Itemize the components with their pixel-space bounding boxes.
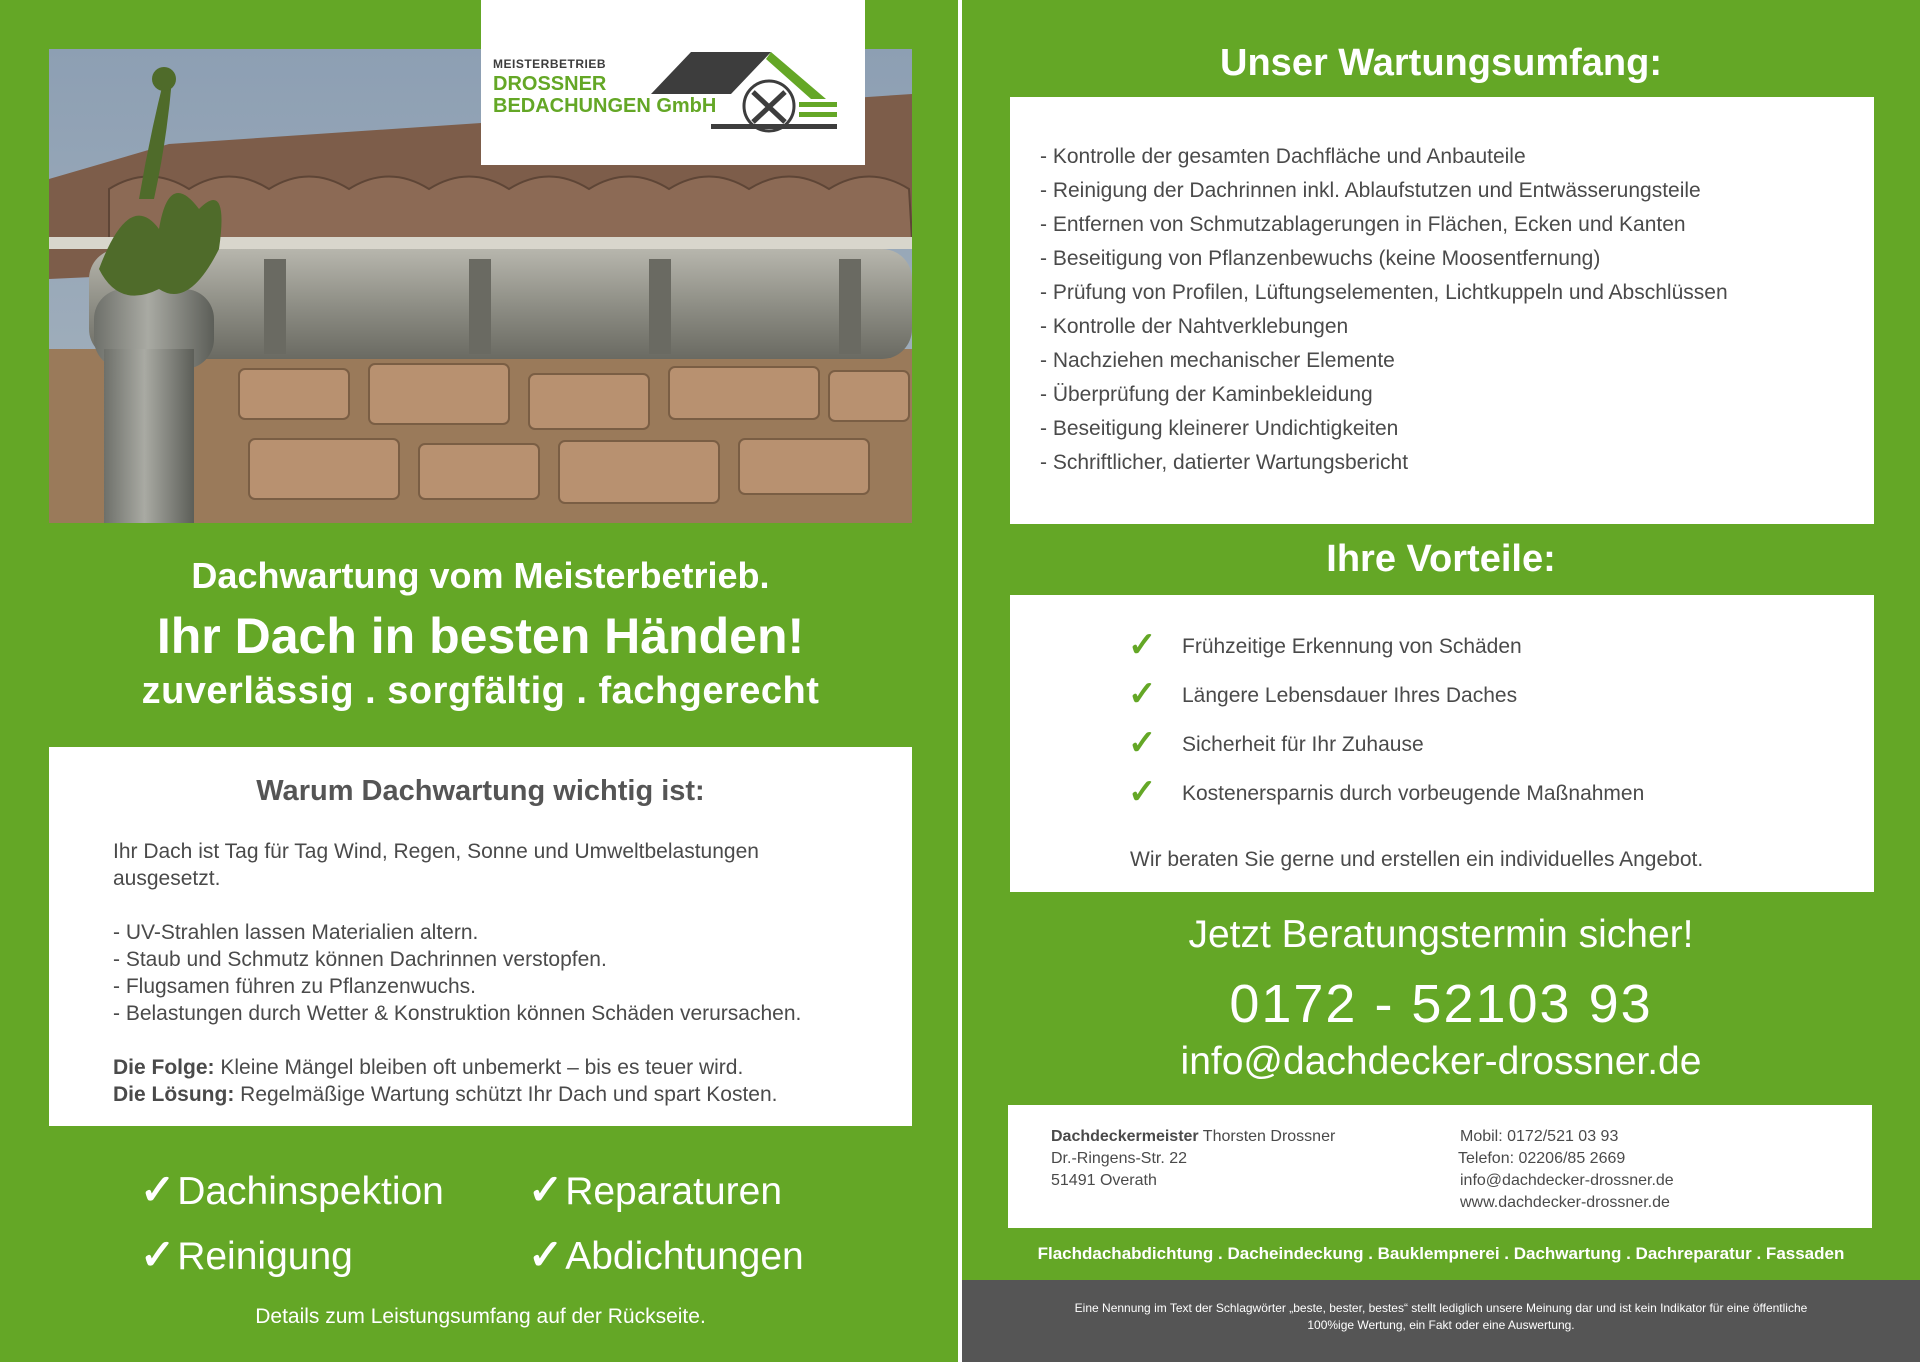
contact-mobile[interactable]: Mobil: 0172/521 03 93 bbox=[1460, 1128, 1619, 1145]
advantages-box bbox=[1010, 595, 1874, 892]
consequence-label: Die Folge: bbox=[113, 1056, 215, 1079]
cta-phone[interactable]: 0172 - 52103 93 bbox=[1229, 974, 1653, 1034]
contact-street: Dr.-Ringens-Str. 22 bbox=[1051, 1150, 1188, 1167]
why-solution bbox=[113, 1081, 777, 1108]
advice-note: Wir beraten Sie gerne und erstellen ein individuelles Angebot. bbox=[1130, 848, 1704, 871]
disclaimer-line1: Eine Nennung im Text der Schlagwörter „beste, bester, bestes“ stellt lediglich unsere Meinung dar und ist kein Indikator für eine öffentliche bbox=[1074, 1301, 1808, 1315]
headline-meisterbetrieb: Dachwartung vom Meisterbetrieb. bbox=[191, 555, 770, 596]
back-page bbox=[962, 0, 1920, 1362]
scope-item: - Überprüfung der Kaminbekleidung bbox=[1040, 383, 1373, 406]
why-intro-line2: ausgesetzt. bbox=[113, 867, 221, 890]
solution-label: Die Lösung: bbox=[113, 1083, 235, 1106]
contact-website[interactable]: www.dachdecker-drossner.de bbox=[1460, 1194, 1670, 1211]
why-intro-line1: Ihr Dach ist Tag für Tag Wind, Regen, Sonne und Umweltbelastungen bbox=[113, 840, 759, 863]
scope-item: - Schriftlicher, datierter Wartungsbericht bbox=[1040, 451, 1409, 474]
headline-main: Ihr Dach in besten Händen! bbox=[156, 608, 805, 664]
scope-item: - Kontrolle der gesamten Dachfläche und Anbauteile bbox=[1040, 145, 1526, 168]
details-note: Details zum Leistungsumfang auf der Rückseite. bbox=[255, 1305, 706, 1328]
scope-item: - Beseitigung von Pflanzenbewuchs (keine Moosentfernung) bbox=[1040, 247, 1601, 270]
consequence-text: Kleine Mängel bleiben oft unbemerkt – bis es teuer wird. bbox=[214, 1056, 744, 1079]
logo-line-drossner: DROSSNER bbox=[493, 73, 607, 95]
checkmark-icon: ✓ bbox=[140, 1166, 176, 1213]
solution-text: Regelmäßige Wartung schützt Ihr Dach und spart Kosten. bbox=[234, 1083, 778, 1106]
service-reinigung: ✓Reinigung bbox=[140, 1231, 353, 1278]
advantage-item: Sicherheit für Ihr Zuhause bbox=[1182, 733, 1424, 756]
scope-item: - Reinigung der Dachrinnen inkl. Ablaufstutzen und Entwässerungsteile bbox=[1040, 179, 1701, 202]
why-point: - UV-Strahlen lassen Materialien altern. bbox=[113, 921, 479, 944]
contact-name: Thorsten Drossner bbox=[1198, 1128, 1336, 1145]
checkmark-icon: ✓ bbox=[1128, 626, 1157, 664]
disclaimer-bar bbox=[962, 1280, 1920, 1362]
why-point: - Belastungen durch Wetter & Konstruktion können Schäden verursachen. bbox=[113, 1002, 802, 1025]
service-abdichtungen: ✓Abdichtungen bbox=[528, 1231, 804, 1278]
advantages-title: Ihre Vorteile: bbox=[1326, 538, 1556, 580]
contact-role bbox=[1051, 1128, 1335, 1146]
scope-item: - Nachziehen mechanischer Elemente bbox=[1040, 349, 1395, 372]
front-page bbox=[0, 0, 958, 1362]
scope-item: - Kontrolle der Nahtverklebungen bbox=[1040, 315, 1349, 338]
scope-item: - Entfernen von Schmutzablagerungen in Flächen, Ecken und Kanten bbox=[1040, 213, 1686, 236]
scope-title: Unser Wartungsumfang: bbox=[1220, 42, 1662, 84]
logo-line-bedachungen: BEDACHUNGEN GmbH bbox=[493, 95, 717, 117]
advantage-item: Kostenersparnis durch vorbeugende Maßnahmen bbox=[1182, 782, 1645, 805]
roof-logo-icon bbox=[651, 44, 851, 139]
contact-email[interactable]: info@dachdecker-drossner.de bbox=[1460, 1172, 1674, 1189]
service-reparaturen: ✓Reparaturen bbox=[528, 1166, 783, 1213]
cta-appointment: Jetzt Beratungstermin sicher! bbox=[1188, 913, 1694, 956]
services-line: Flachdachabdichtung . Dacheindeckung . Bauklempnerei . Dachwartung . Dachreparatur . Fassaden bbox=[1037, 1244, 1845, 1263]
checkmark-icon: ✓ bbox=[528, 1231, 564, 1278]
why-point: - Flugsamen führen zu Pflanzenwuchs. bbox=[113, 975, 477, 998]
checkmark-icon: ✓ bbox=[528, 1166, 564, 1213]
contact-city: 51491 Overath bbox=[1051, 1172, 1157, 1189]
scope-item: - Prüfung von Profilen, Lüftungselementen, Lichtkuppeln und Abschlüssen bbox=[1040, 281, 1728, 304]
disclaimer-text bbox=[1022, 1300, 1860, 1334]
logo-line-meisterbetrieb: MEISTERBETRIEB bbox=[493, 57, 607, 71]
why-title: Warum Dachwartung wichtig ist: bbox=[256, 775, 705, 807]
why-consequence bbox=[113, 1054, 743, 1081]
company-logo bbox=[481, 0, 865, 165]
contact-box bbox=[1008, 1105, 1872, 1228]
checkmark-icon: ✓ bbox=[1128, 675, 1157, 713]
why-maintenance-box bbox=[49, 747, 912, 1126]
advantage-item: Frühzeitige Erkennung von Schäden bbox=[1182, 635, 1522, 658]
disclaimer-line2: 100%ige Wertung, ein Fakt oder eine Auswertung. bbox=[1307, 1318, 1575, 1332]
scope-box bbox=[1010, 97, 1874, 524]
advantage-item: Längere Lebensdauer Ihres Daches bbox=[1182, 684, 1518, 707]
service-dachinspektion: ✓Dachinspektion bbox=[140, 1166, 444, 1213]
why-point: - Staub und Schmutz können Dachrinnen verstopfen. bbox=[113, 948, 607, 971]
checkmark-icon: ✓ bbox=[1128, 724, 1157, 762]
cta-email[interactable]: info@dachdecker-drossner.de bbox=[1180, 1040, 1702, 1083]
checkmark-icon: ✓ bbox=[1128, 773, 1157, 811]
checkmark-icon: ✓ bbox=[140, 1231, 176, 1278]
contact-phone[interactable]: Telefon: 02206/85 2669 bbox=[1458, 1150, 1626, 1167]
contact-role-label: Dachdeckermeister bbox=[1051, 1128, 1199, 1145]
scope-item: - Beseitigung kleinerer Undichtigkeiten bbox=[1040, 417, 1399, 440]
headline-tagline: zuverlässig . sorgfältig . fachgerecht bbox=[141, 670, 820, 712]
